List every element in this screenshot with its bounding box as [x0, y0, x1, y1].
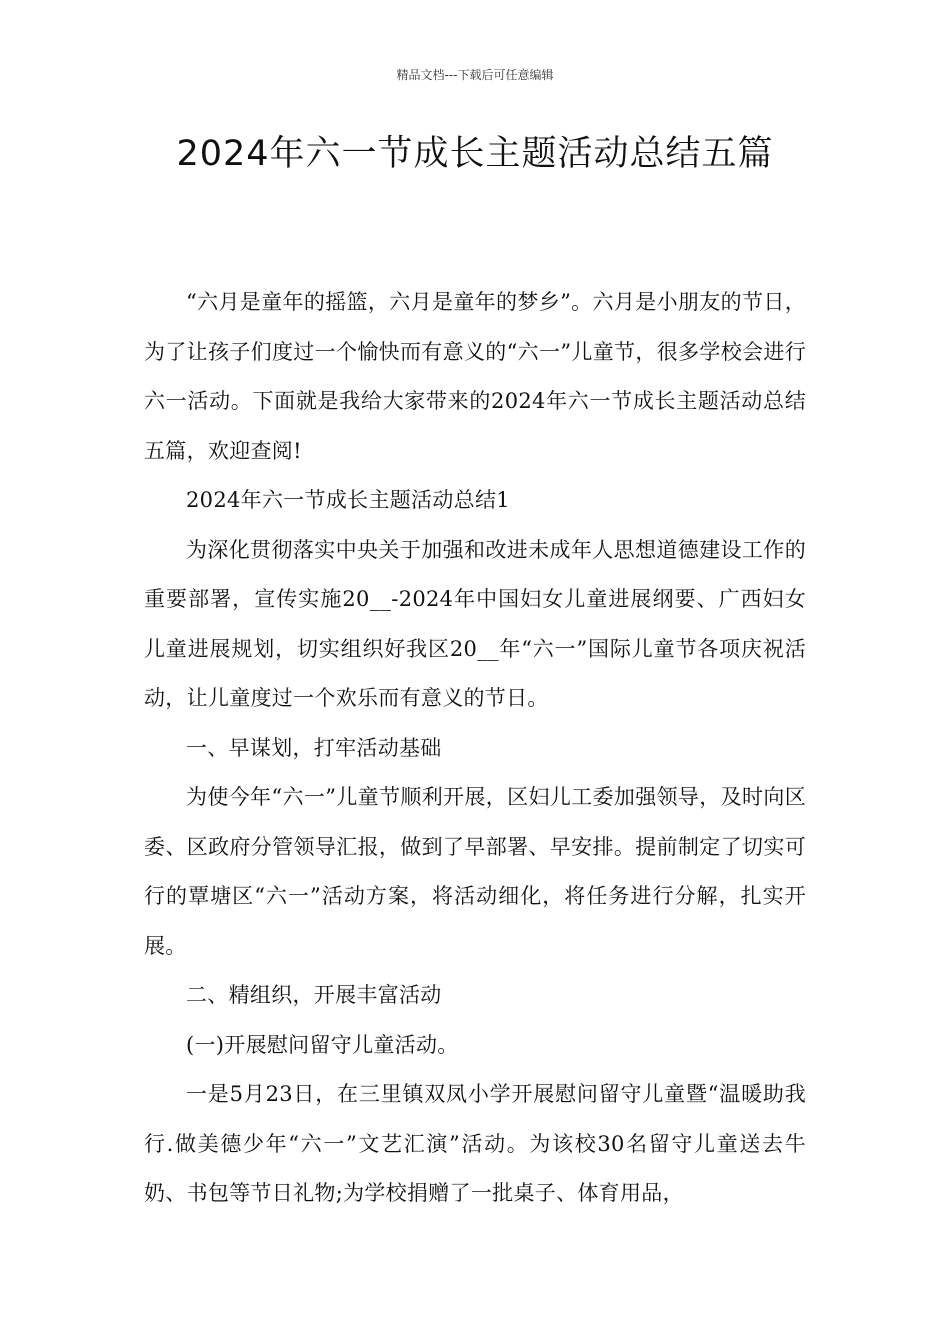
- paragraph-subheading: 二、精组织，开展丰富活动: [186, 983, 442, 1007]
- document-body: [144, 278, 806, 1219]
- paragraph: 为使今年“六一”儿童节顺利开展，区妇儿工委加强领导，及时向区委、区政府分管领导汇报，做到了早部署、早安排。提前制定了切实可行的覃塘区“六一”活动方案，将活动细化，将任务进行分解，扎实开展。: [144, 785, 806, 958]
- paragraph-subheading: 一、早谋划，打牢活动基础: [186, 735, 442, 760]
- paragraph-subheading: (一)开展慰问留守儿童活动。: [186, 1032, 459, 1057]
- paragraph-intro: “六月是童年的摇篮，六月是童年的梦乡”。六月是小朋友的节日，为了让孩子们度过一个愉快而有意义的“六一”儿童节，很多学校会进行六一活动。下面就是我给大家带来的2024年六一节成长主题活动总结五篇，欢迎查阅!: [144, 290, 806, 463]
- document-title: 2024年六一节成长主题活动总结五篇: [176, 134, 774, 174]
- paragraph: 一是5月23日，在三里镇双凤小学开展慰问留守儿童暨“温暖助我行.做美德少年“六一”文艺汇演”活动。为该校30名留守儿童送去牛奶、书包等节日礼物;为学校捐赠了一批桌子、体育用品，: [144, 1082, 806, 1205]
- paragraph-section-heading: 2024年六一节成长主题活动总结1: [186, 488, 510, 512]
- header-note: 精品文档---下载后可任意编辑: [396, 68, 554, 82]
- paragraph: 为深化贯彻落实中央关于加强和改进未成年人思想道德建设工作的重要部署，宣传实施20__-2024年中国妇女儿童进展纲要、广西妇女儿童进展规划，切实组织好我区20__年“六一”国际儿童节各项庆祝活动，让儿童度过一个欢乐而有意义的节日。: [144, 537, 806, 710]
